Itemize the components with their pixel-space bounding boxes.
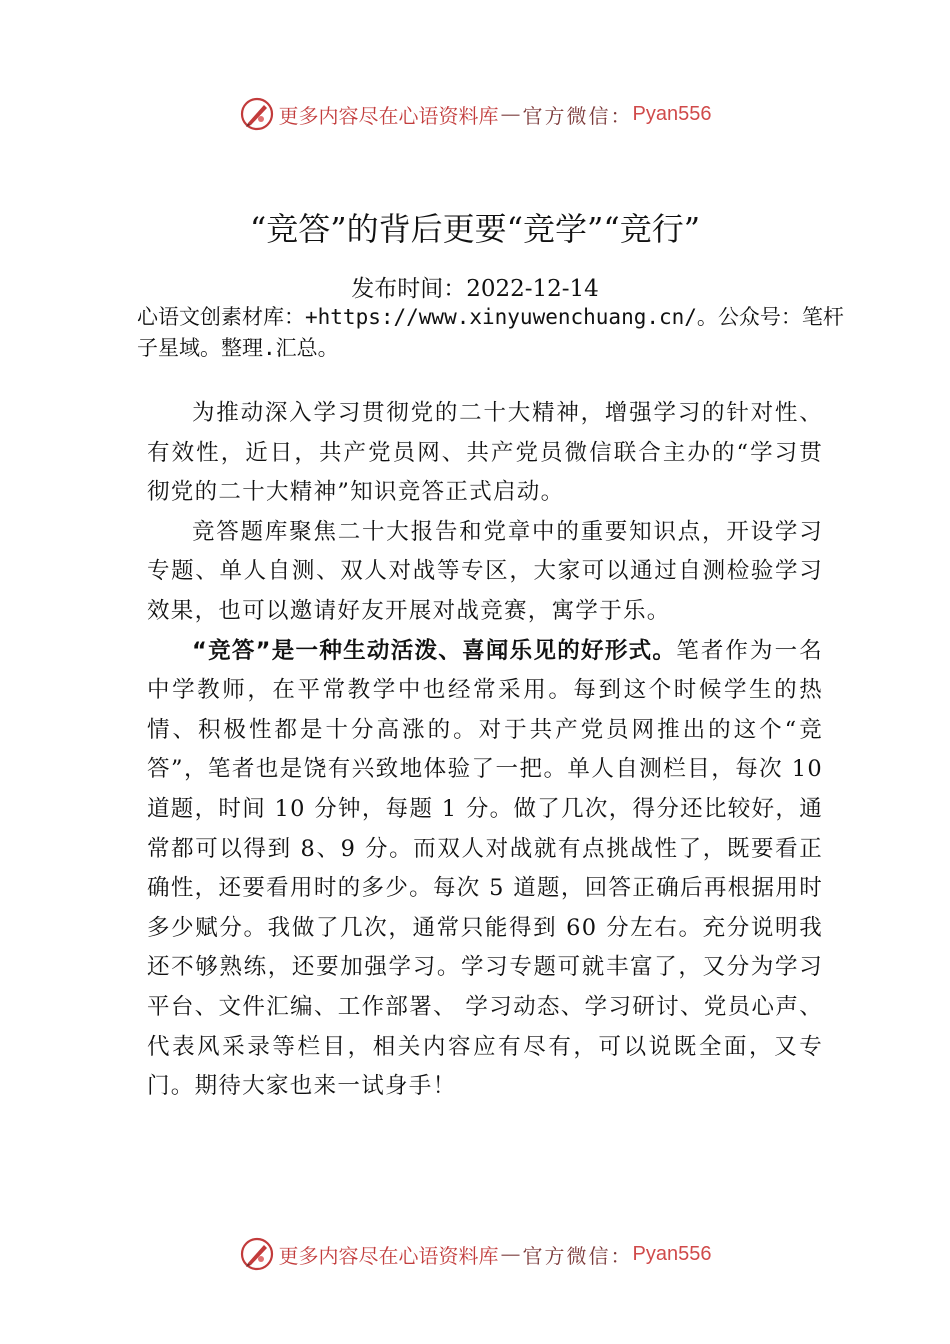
banner-text: 更多内容尽在心语资料库	[278, 1243, 499, 1268]
source-note: 心语文创素材库：+https://www.xinyuwenchuang.cn/。公众号：笔杆子星域。整理.汇总。	[137, 305, 844, 360]
banner-wechat-id: Pyan556	[632, 1242, 712, 1265]
banner-wechat-id: Pyan556	[632, 102, 712, 125]
banner-wechat-label: 官方微信：	[522, 103, 633, 128]
footer-banner	[0, 1234, 950, 1274]
brush-logo-icon	[239, 96, 275, 132]
paragraph-3-rest: 笔者作为一名中学教师，在平常教学中也经常采用。每到这个时候学生的热情、积极性都是十分高涨的。对于共产党员网推出的这个“竞答”，笔者也是饶有兴致地体验了一把。单人自测栏目，每次 10 道题，时间 10 分钟，每题 1 分。做了几次，得分还比较好，通常都可以得到 8、9 分。而双人对战就有点挑战性了，既要看正确性，还要看用时的多少。每次 5 道题，回答正确后再根据用时多少赋分。我做了几次，通常只能得到 60 分左右。充分说明我还不够熟练，还要加强学习。学习专题可就丰富了，又分为学习平台、文件汇编、工作部署、 学习动态、学习研讨、党员心声、代表风采录等栏目，相关内容应有尽有，可以说既全面，又专门。期待大家也来一试身手！	[147, 637, 823, 1100]
brush-logo-icon	[239, 1236, 275, 1272]
paragraph-2: 竞答题库聚焦二十大报告和党章中的重要知识点，开设学习专题、单人自测、双人对战等专区，大家可以通过自测检验学习效果，也可以邀请好友开展对战竞赛，寓学于乐。	[147, 518, 823, 624]
header-banner	[0, 94, 950, 134]
paragraph-1: 为推动深入学习贯彻党的二十大精神，增强学习的针对性、有效性，近日，共产党员网、共产党员微信联合主办的“学习贯彻党的二十大精神”知识竞答正式启动。	[147, 400, 823, 506]
banner-separator: —	[500, 102, 521, 126]
banner-separator: —	[500, 1242, 521, 1266]
article-body	[147, 394, 823, 1107]
publish-date: 发布时间：2022-12-14	[351, 276, 599, 302]
banner-text: 更多内容尽在心语资料库	[278, 103, 499, 128]
paragraph-3	[147, 632, 823, 1107]
paragraph-3-lead: “竞答”是一种生动活泼、喜闻乐见的好形式。	[192, 637, 677, 664]
article-title: “竞答”的背后更要“竞学”“竞行”	[249, 210, 701, 248]
banner-wechat-label: 官方微信：	[522, 1243, 633, 1268]
